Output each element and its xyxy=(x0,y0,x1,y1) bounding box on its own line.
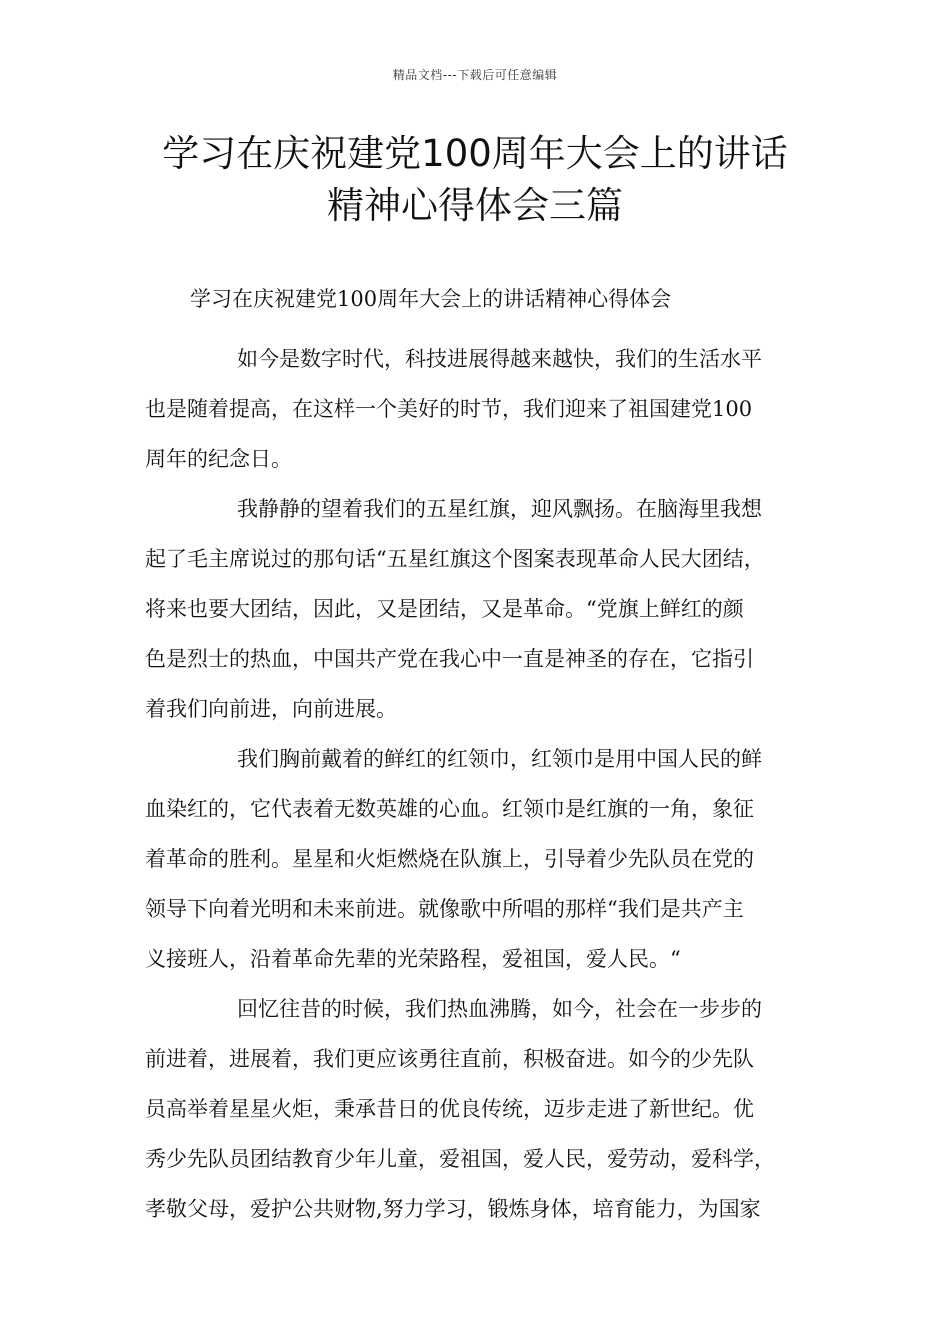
paragraph-line: 我们胸前戴着的鲜红的红领巾，红领巾是用中国人民的鲜 xyxy=(237,747,762,771)
body-text xyxy=(145,334,825,1234)
title-line-2: 精神心得体会三篇 xyxy=(327,184,623,227)
paragraph-line: 周年的纪念日。 xyxy=(145,447,292,471)
paragraph-line: 回忆往昔的时候，我们热血沸腾，如今，社会在一步步的 xyxy=(237,997,762,1021)
section-subtitle: 学习在庆祝建党100周年大会上的讲话精神心得体会 xyxy=(190,287,672,311)
paragraph-line: 血染红的，它代表着无数英雄的心血。红领巾是红旗的一角，象征 xyxy=(145,797,754,821)
paragraph-line: 领导下向着光明和未来前进。就像歌中所唱的那样“我们是共产主 xyxy=(145,897,744,921)
header-note: 精品文档---下载后可任意编辑 xyxy=(392,68,558,82)
title-line-1: 学习在庆祝建党100周年大会上的讲话 xyxy=(162,132,788,175)
paragraph-line: 着我们向前进，向前进展。 xyxy=(145,697,397,721)
paragraph xyxy=(145,734,825,984)
paragraph-line: 义接班人，沿着革命先辈的光荣路程，爱祖国，爱人民。“ xyxy=(145,947,681,971)
paragraph-line: 将来也要大团结，因此，又是团结，又是革命。“党旗上鲜红的颜 xyxy=(145,597,744,621)
paragraph-line: 前进着，进展着，我们更应该勇往直前，积极奋进。如今的少先队 xyxy=(145,1047,754,1071)
paragraph xyxy=(145,984,825,1234)
paragraph-line: 起了毛主席说过的那句话“五星红旗这个图案表现革命人民大团结， xyxy=(145,547,765,571)
paragraph-line: 孝敬父母，爱护公共财物,努力学习，锻炼身体，培育能力，为国家 xyxy=(145,1197,761,1221)
paragraph-line: 我静静的望着我们的五星红旗，迎风飘扬。在脑海里我想 xyxy=(237,497,762,521)
paragraph-line: 色是烈士的热血，中国共产党在我心中一直是神圣的存在，它指引 xyxy=(145,647,754,671)
paragraph-line: 秀少先队员团结教育少年儿童，爱祖国，爱人民，爱劳动，爱科学， xyxy=(145,1147,775,1171)
paragraph-line: 也是随着提高，在这样一个美好的时节，我们迎来了祖国建党100 xyxy=(145,397,753,421)
paragraph xyxy=(145,484,825,734)
paragraph xyxy=(145,334,825,484)
paragraph-line: 如今是数字时代，科技进展得越来越快，我们的生活水平 xyxy=(237,347,762,371)
paragraph-line: 员高举着星星火炬，秉承昔日的优良传统，迈步走进了新世纪。优 xyxy=(145,1097,754,1121)
document-title xyxy=(100,128,850,232)
paragraph-line: 着革命的胜利。星星和火炬燃烧在队旗上，引导着少先队员在党的 xyxy=(145,847,754,871)
